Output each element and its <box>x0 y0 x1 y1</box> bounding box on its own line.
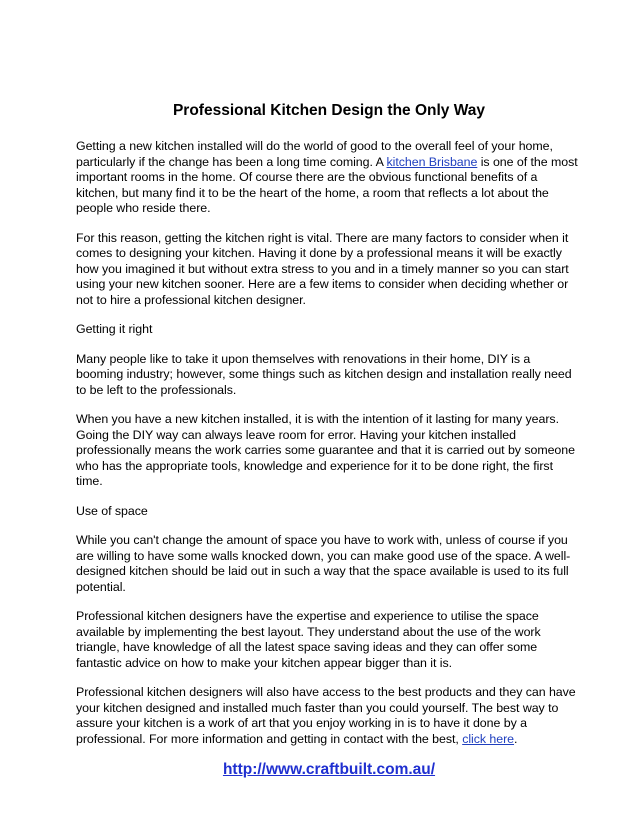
kitchen-brisbane-link[interactable]: kitchen Brisbane <box>386 154 478 169</box>
paragraph-space: While you can't change the amount of space you have to work with, unless of course if you are willing to have some walls knocked down, you can make good use of the space. A well-designed kitchen should be laid out in such a way that the space available is used to its full potential. <box>76 533 571 594</box>
paragraph-diy: Many people like to take it upon themselves with renovations in their home, DIY is a booming industry; however, some things such as kitchen design and installation really need to be left to the professionals. <box>76 351 572 397</box>
paragraph-lasting: When you have a new kitchen installed, it is with the intention of it lasting for many years. Going the DIY way can always leave room for error. Having your kitchen installed professionally means the work carries some guarantee and that it is carried out by someone who has the appropriate tools, knowledge and experience for it to be done right, the first time. <box>76 412 575 488</box>
paragraph-reason: For this reason, getting the kitchen right is vital. There are many factors to consider when it comes to designing your kitchen. Having it done by a professional means it will be exactly how you imagined it but without extra stress to you and in a timely manner so you can start using your new kitchen sooner. Here are a few items to consider when deciding whether or not to hire a professional kitchen designer. <box>76 230 569 307</box>
paragraph-intro-text-2: is one of the most important rooms in the home. Of course there are the obvious functional benefits of a kitchen, but many find it to be the heart of the home, a room that reflects a lot about the people who reside there. <box>76 154 578 215</box>
paragraph-products-text-1: Professional kitchen designers will also have access to the best products and they can have your kitchen designed and installed much faster than you could yourself. The best way to assure your kitchen is a work of art that you enjoy working in is to have it done by a professional. For more information and getting in contact with the best, <box>76 685 576 746</box>
paragraph-intro-text-1: Getting a new kitchen installed will do the world of good to the overall feel of your home, particularly if the change has been a long time coming. A <box>76 139 553 169</box>
craftbuilt-url-link[interactable]: http://www.craftbuilt.com.au/ <box>222 761 436 778</box>
paragraph-intro <box>76 139 578 217</box>
footer <box>76 761 578 779</box>
heading-use-of-space: Use of space <box>76 503 148 518</box>
paragraph-products-text-2: . <box>514 731 518 746</box>
paragraph-layout: Professional kitchen designers have the expertise and experience to utilise the space available by implementing the best layout. They understand about the use of the work triangle, have knowledge of all the latest space saving ideas and they can offer some fantastic advice on how to make your kitchen appear bigger than it is. <box>76 609 541 670</box>
heading-getting-it-right: Getting it right <box>76 322 153 336</box>
document-title: Professional Kitchen Design the Only Way <box>172 102 486 119</box>
click-here-link[interactable]: click here <box>462 731 515 746</box>
paragraph-products <box>76 685 578 747</box>
